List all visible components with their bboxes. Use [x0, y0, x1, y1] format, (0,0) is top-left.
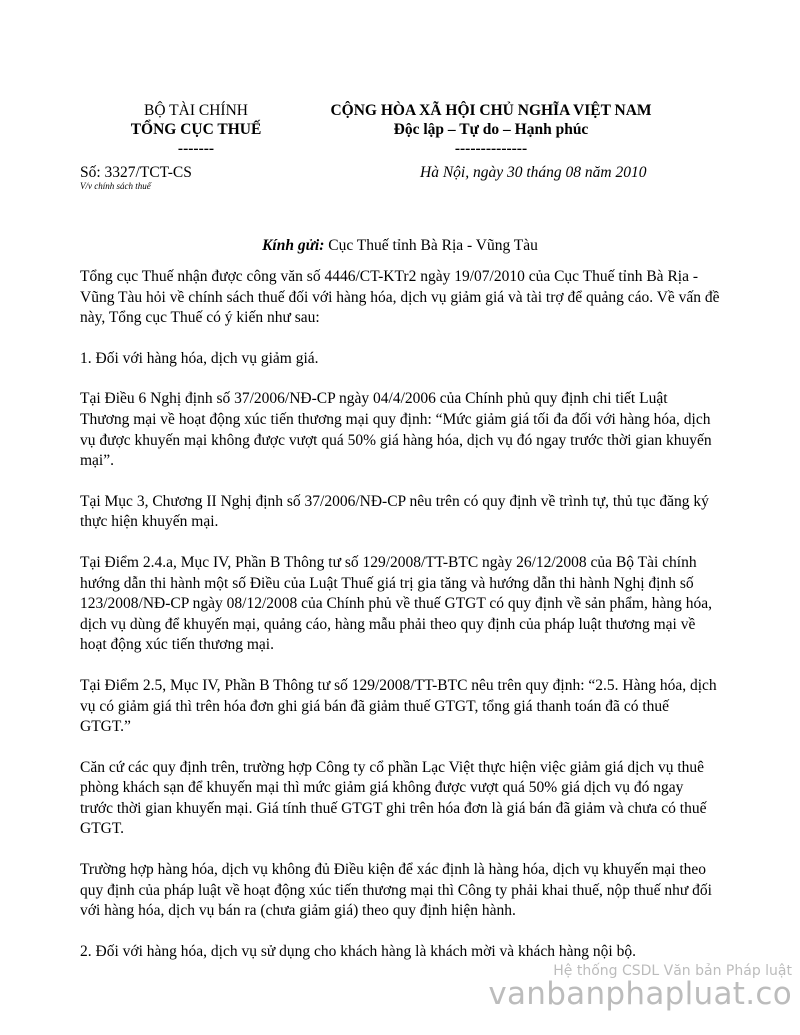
document-date: Hà Nội, ngày 30 tháng 08 năm 2010	[420, 164, 647, 181]
motto: Độc lập – Tự do – Hạnh phúc	[393, 121, 589, 138]
body-paragraph: Căn cứ các quy định trên, trường hợp Công ty cổ phần Lạc Việt thực hiện việc giảm giá dịch vụ thuê phòng khách sạn để khuyến mại thì mức giảm giá không được vượt quá 50% giá dịch vụ đó ngay trước thời gian khuyến mại. Giá tính thuế GTGT ghi trên hóa đơn là giá bán đã giảm và chưa có thuế GTGT.	[80, 758, 707, 838]
issuer-header	[80, 101, 312, 158]
right-separator: --------------	[454, 140, 528, 157]
country-name: CỘNG HÒA XÃ HỘI CHỦ NGHĨA VIỆT NAM	[330, 102, 652, 119]
recipient-name: Cục Thuế tỉnh Bà Rịa - Vũng Tàu	[324, 237, 538, 254]
body-paragraph: Tại Điểm 2.5, Mục IV, Phần B Thông tư số 129/2008/TT-BTC nêu trên quy định: “2.5. Hàng hóa, dịch vụ có giảm giá thì trên hóa đơn ghi giá bán đã giảm thuế GTGT, tổng giá thanh toán đã có thuế GTGT.”	[80, 676, 717, 736]
ministry-name: BỘ TÀI CHÍNH	[144, 102, 248, 119]
document-body	[80, 267, 720, 982]
section-heading: 1. Đối với hàng hóa, dịch vụ giảm giá.	[80, 349, 319, 367]
recipient-label: Kính gửi:	[262, 237, 325, 254]
body-paragraph: Tổng cục Thuế nhận được công văn số 4446/CT-KTr2 ngày 19/07/2010 của Cục Thuế tỉnh Bà Rịa - Vũng Tàu hỏi về chính sách thuế đối với hàng hóa, dịch vụ giảm giá và tài trợ để quảng cáo. Về vấn đề này, Tổng cục Thuế có ý kiến như sau:	[80, 268, 720, 327]
document-number: Số: 3327/TCT-CS	[80, 164, 192, 181]
national-header	[302, 101, 680, 158]
watermark-caption: Hệ thống CSDL Văn bản Pháp luật	[553, 963, 792, 979]
body-paragraph: Tại Mục 3, Chương II Nghị định số 37/2006/NĐ-CP nêu trên có quy định về trình tự, thủ tục đăng ký thực hiện khuyến mại.	[80, 492, 709, 531]
body-paragraph: Trường hợp hàng hóa, dịch vụ không đủ Điều kiện để xác định là hàng hóa, dịch vụ khuyến mại theo quy định của pháp luật về hoạt động xúc tiến thương mại thì Công ty phải khai thuế, nộp thuế như đối với hàng hóa, dịch vụ bán ra (chưa giảm giá) theo quy định hiện hành.	[80, 861, 712, 920]
section-heading: 2. Đối với hàng hóa, dịch vụ sử dụng cho khách hàng là khách mời và khách hàng nội bộ.	[80, 942, 636, 960]
body-paragraph: Tại Điều 6 Nghị định số 37/2006/NĐ-CP ngày 04/4/2006 của Chính phủ quy định chi tiết Luật Thương mại về hoạt động xúc tiến thương mại quy định: “Mức giảm giá tối đa đối với hàng hóa, dịch vụ được khuyến mại không được vượt quá 50% giá hàng hóa, dịch vụ đó ngay trước thời gian khuyến mại”.	[80, 390, 712, 470]
watermark-site: vanbanphapluat.co	[488, 976, 792, 1012]
department-name: TỔNG CỤC THUẾ	[130, 121, 262, 138]
recipient-line	[0, 237, 800, 255]
body-paragraph: Tại Điểm 2.4.a, Mục IV, Phần B Thông tư số 129/2008/TT-BTC ngày 26/12/2008 của Bộ Tài chính hướng dẫn thi hành một số Điều của Luật Thuế giá trị gia tăng và hướng dẫn thi hành Nghị định số 123/2008/NĐ-CP ngày 08/12/2008 của Chính phủ về thuế GTGT có quy định về sản phẩm, hàng hóa, dịch vụ dùng để khuyến mại, quảng cáo, hàng mẫu phải theo quy định của pháp luật thương mại về hoạt động xúc tiến thương mại.	[80, 553, 712, 654]
document-subject: V/v chính sách thuế	[80, 181, 151, 191]
left-separator: -------	[177, 140, 215, 157]
